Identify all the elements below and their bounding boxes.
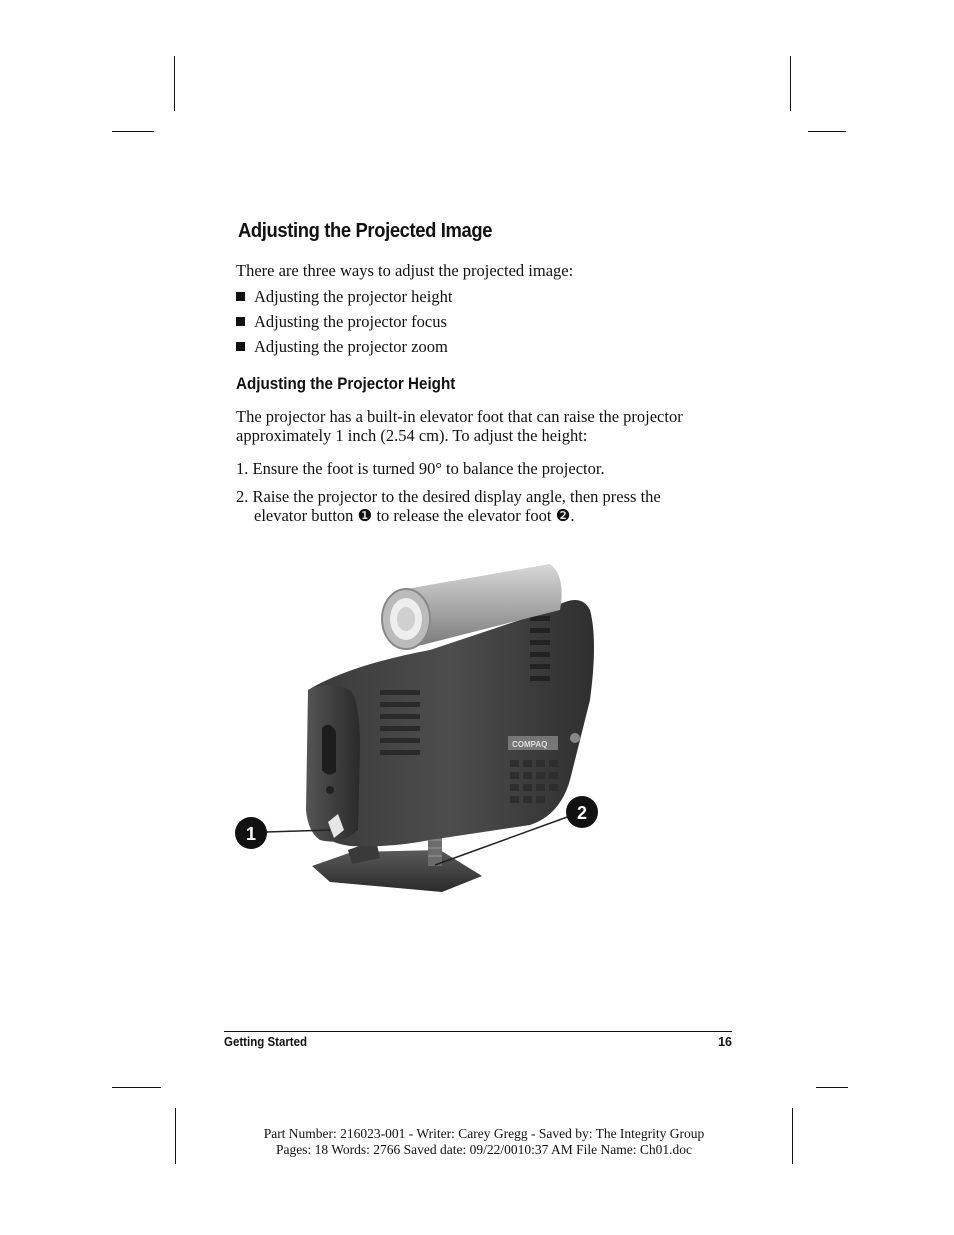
crop-mark xyxy=(174,56,175,111)
footer-rule xyxy=(224,1031,732,1032)
svg-text:1: 1 xyxy=(245,824,257,844)
footer-section-title: Getting Started xyxy=(224,1035,308,1049)
crop-mark xyxy=(816,1087,848,1088)
projector-illustration xyxy=(230,550,610,900)
square-bullet-icon xyxy=(236,342,245,351)
step-2: 2. Raise the projector to the desired display angle, then press the elevator button ❶ to release the elevator foot ❷. xyxy=(236,487,661,525)
page-title: Adjusting the Projected Image xyxy=(238,220,493,242)
body-paragraph: The projector has a built-in elevator foot that can raise the projector approximately 1 inch (2.54 cm). To adjust the height: xyxy=(236,407,683,445)
square-bullet-icon xyxy=(236,317,245,326)
list-item: Adjusting the projector zoom xyxy=(236,337,448,356)
section-heading: Adjusting the Projector Height xyxy=(236,375,456,393)
list-item: Adjusting the projector focus xyxy=(236,312,447,331)
base-plate xyxy=(312,850,482,892)
crop-mark xyxy=(808,131,846,132)
step-1: 1. Ensure the foot is turned 90° to balance the projector. xyxy=(236,459,605,478)
crop-mark xyxy=(175,1108,176,1164)
crop-mark xyxy=(112,131,154,132)
brand-logo: COMPAQ xyxy=(512,740,548,749)
svg-text:2: 2 xyxy=(576,803,588,823)
crop-mark xyxy=(112,1087,161,1088)
document-meta: Part Number: 216023-001 - Writer: Carey Gregg - Saved by: The Integrity Group Pages: 18 Words: 2766 Saved date: 09/22/0010:37 AM File Name: Ch01.doc xyxy=(263,1126,705,1157)
page-number: 16 xyxy=(718,1035,732,1049)
crop-mark xyxy=(790,56,791,111)
square-bullet-icon xyxy=(236,292,245,301)
list-item: Adjusting the projector height xyxy=(236,287,452,306)
crop-mark xyxy=(792,1108,793,1164)
intro-text: There are three ways to adjust the projected image: xyxy=(236,261,574,280)
